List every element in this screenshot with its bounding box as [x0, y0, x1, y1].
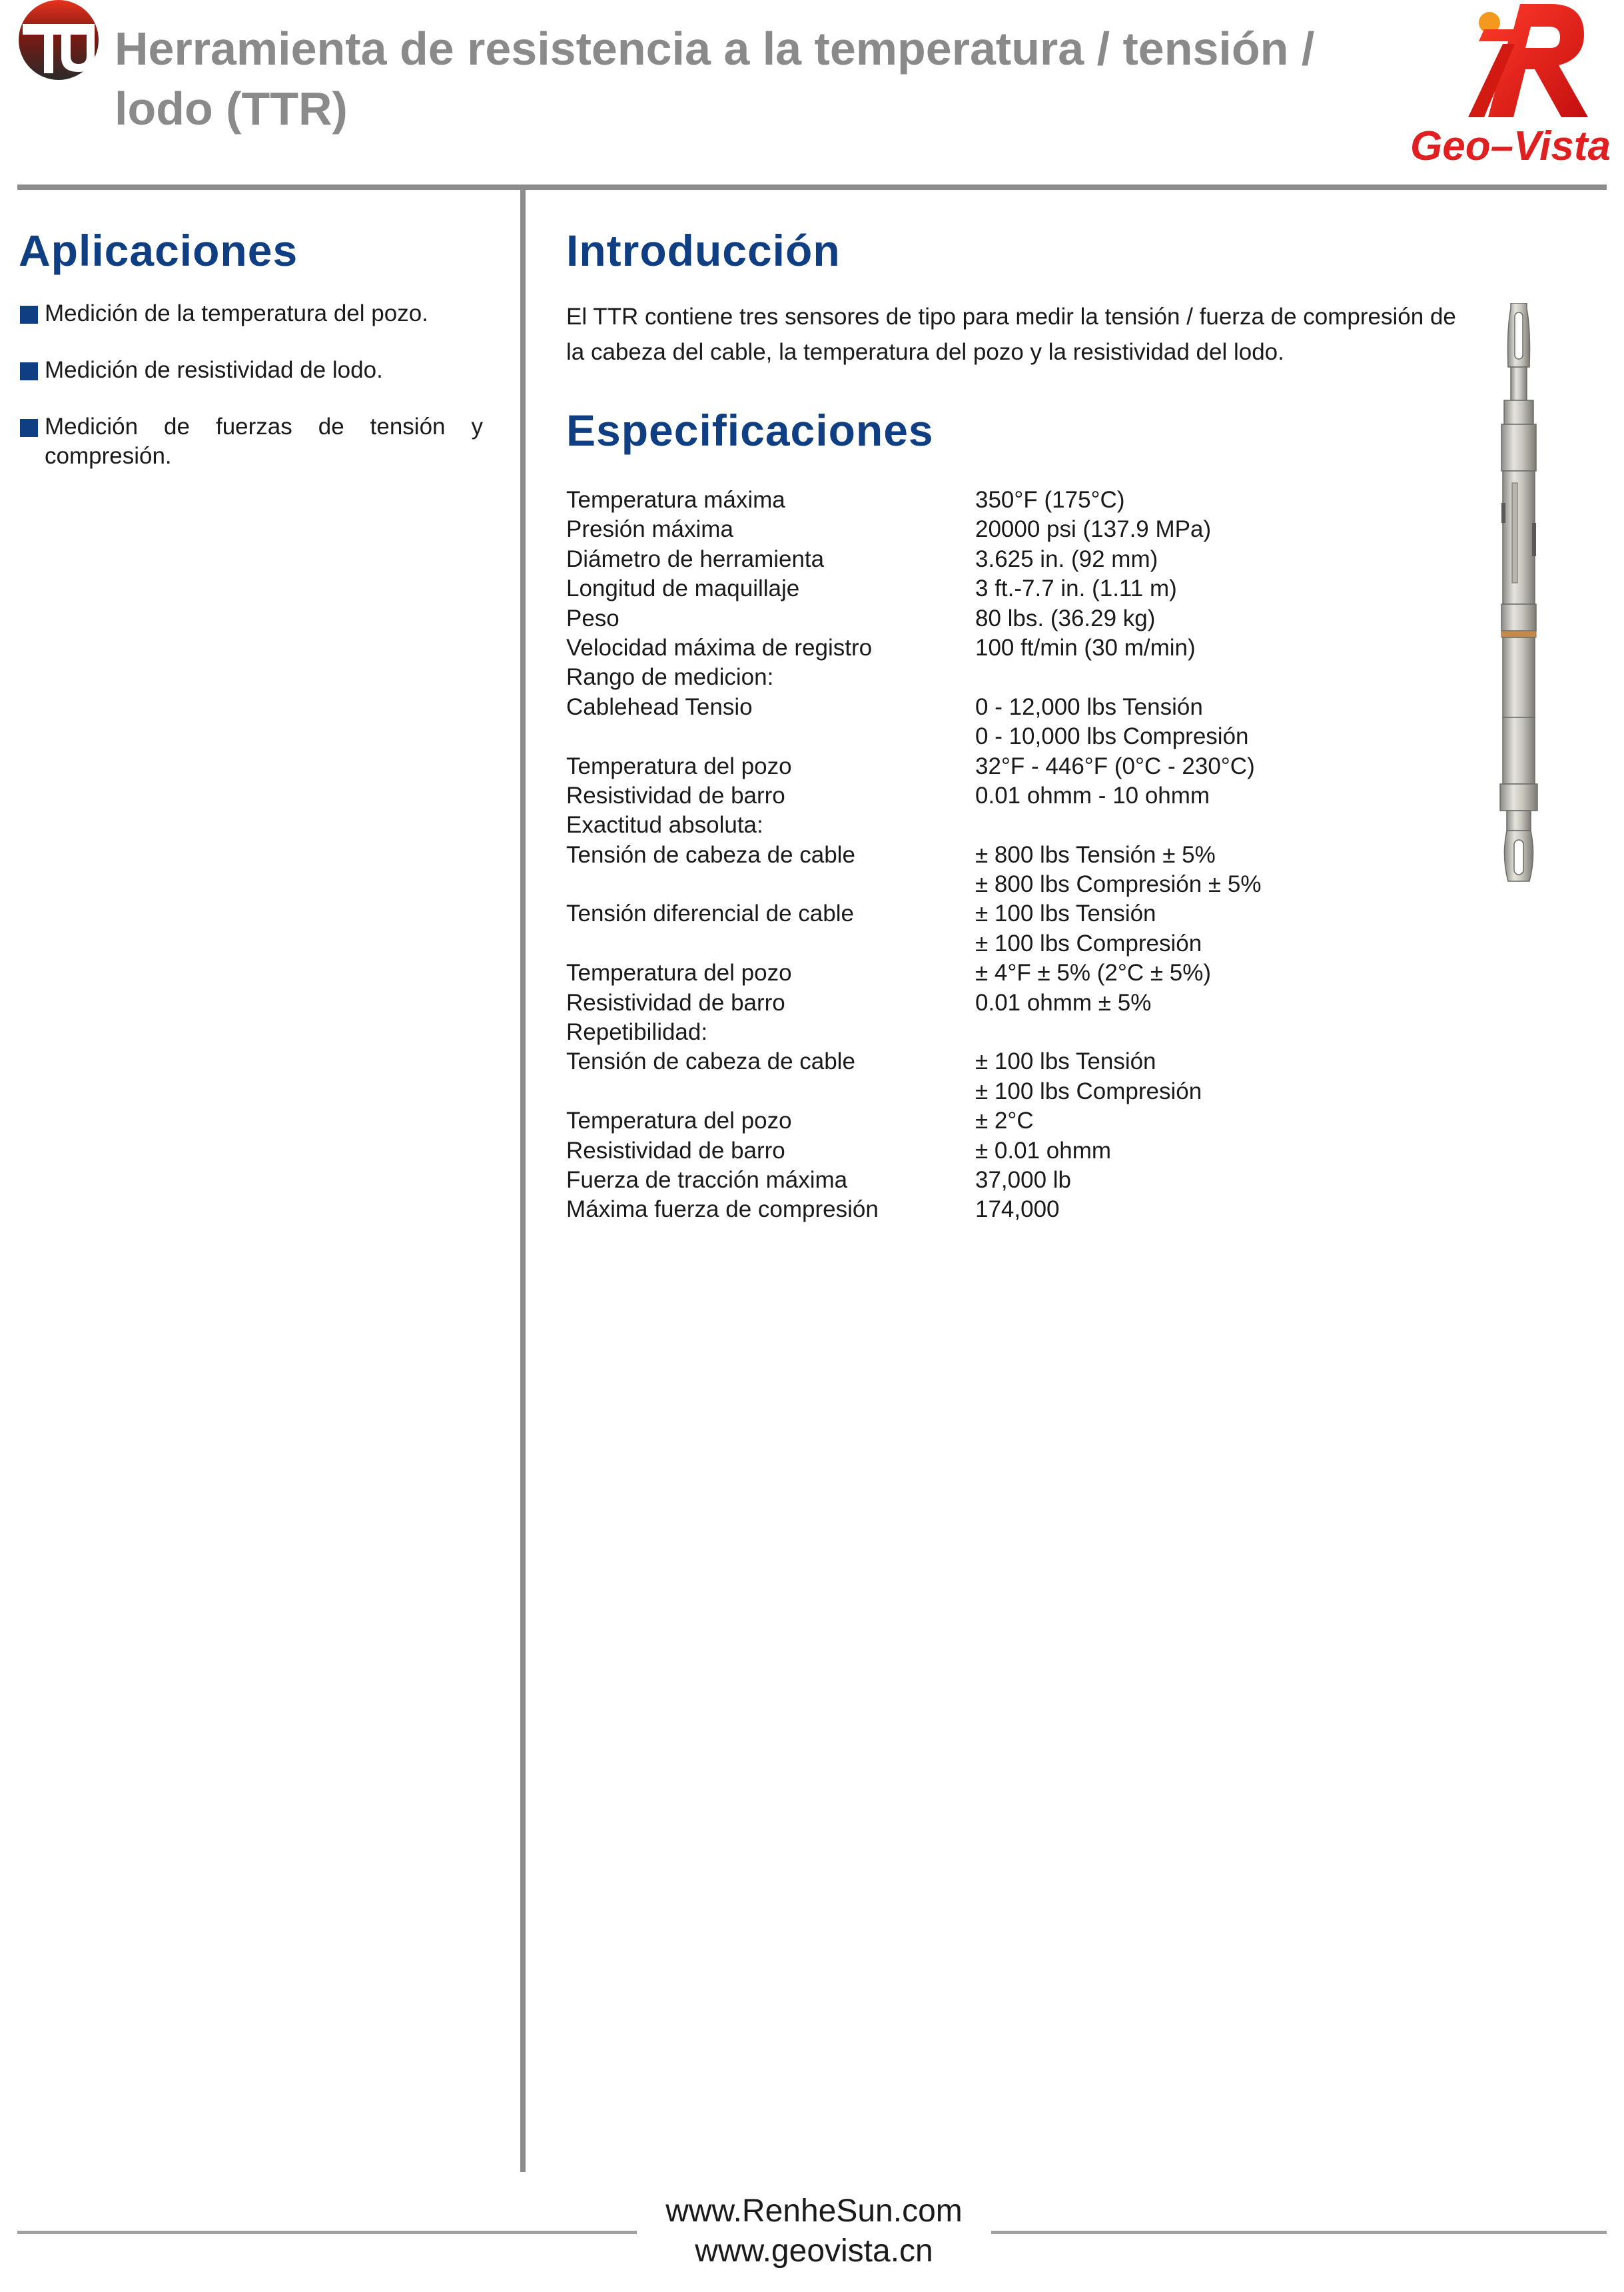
spec-label: Diámetro de herramienta	[566, 546, 825, 572]
spec-label: Fuerza de tracción máxima	[566, 1166, 848, 1193]
spec-row	[566, 1018, 1366, 1047]
spec-row	[566, 545, 1366, 574]
spec-value: 0 - 12,000 lbs Tensión	[975, 693, 1203, 720]
spec-value: ± 800 lbs Tensión ± 5%	[975, 841, 1216, 868]
spec-row	[566, 841, 1366, 870]
column-divider	[520, 190, 526, 2172]
spec-label: Temperatura del pozo	[566, 960, 792, 986]
specifications-table	[566, 486, 1366, 1225]
application-item	[20, 356, 483, 385]
spec-label: Resistividad de barro	[566, 989, 785, 1016]
bullet-square-icon	[20, 306, 38, 324]
spec-value: ± 800 lbs Compresión ± 5%	[975, 871, 1262, 898]
spec-label: Velocidad máxima de registro	[566, 634, 873, 661]
spec-value: 37,000 lb	[975, 1166, 1072, 1193]
spec-row	[566, 1077, 1366, 1106]
spec-value: 3.625 in. (92 mm)	[975, 546, 1158, 572]
spec-row	[566, 1166, 1366, 1195]
spec-value: ± 100 lbs Compresión	[975, 930, 1202, 956]
spec-label: Máxima fuerza de compresión	[566, 1196, 879, 1223]
spec-label: Longitud de maquillaje	[566, 575, 800, 602]
bullet-square-icon	[20, 362, 38, 380]
spec-label: Temperatura del pozo	[566, 753, 792, 779]
spec-label: Temperatura máxima	[566, 487, 785, 513]
spec-row	[566, 988, 1366, 1018]
spec-value: ± 4°F ± 5% (2°C ± 5%)	[975, 960, 1212, 986]
spec-row	[566, 574, 1366, 603]
ttr-tool-image-icon	[1492, 303, 1545, 886]
spec-label: Presión máxima	[566, 516, 733, 543]
spec-label: Repetibilidad:	[566, 1019, 708, 1046]
spec-label: Tensión de cabeza de cable	[566, 1048, 855, 1075]
bullet-square-icon	[20, 419, 38, 437]
footer-divider-right	[991, 2231, 1607, 2234]
spec-value: 20000 psi (137.9 MPa)	[975, 516, 1212, 543]
spec-row	[566, 870, 1366, 899]
spec-row	[566, 1106, 1366, 1136]
spec-row	[566, 1136, 1366, 1166]
applications-heading: Aplicaciones	[19, 226, 298, 275]
spec-value: 32°F - 446°F (0°C - 230°C)	[975, 753, 1255, 779]
geo-vista-logo-text: Geo–Vista	[1410, 123, 1611, 167]
spec-value: ± 100 lbs Compresión	[975, 1078, 1202, 1104]
spec-label: Cablehead Tensio	[566, 693, 753, 720]
spec-row	[566, 958, 1366, 988]
header-divider	[17, 185, 1607, 190]
spec-value: 174,000	[975, 1196, 1060, 1223]
spec-label: Rango de medicion:	[566, 664, 774, 691]
spec-row	[566, 604, 1366, 633]
spec-label: Tensión de cabeza de cable	[566, 841, 855, 868]
geo-vista-logo-icon	[1351, 0, 1617, 167]
spec-label: Resistividad de barro	[566, 1137, 785, 1164]
spec-row	[566, 663, 1366, 692]
spec-row	[566, 722, 1366, 751]
spec-value: 350°F (175°C)	[975, 487, 1125, 513]
spec-label: Temperatura del pozo	[566, 1108, 792, 1134]
spec-value: 3 ft.-7.7 in. (1.11 m)	[975, 575, 1177, 602]
spec-row	[566, 633, 1366, 663]
spec-row	[566, 1047, 1366, 1076]
spec-value: 0.01 ohmm - 10 ohmm	[975, 782, 1210, 809]
footer-link-renhesun[interactable]: www.RenheSun.com	[665, 2193, 963, 2229]
application-item-text: Medición de fuerzas de tensión y compresión.	[45, 414, 483, 469]
application-item	[20, 299, 483, 328]
spec-label: Resistividad de barro	[566, 782, 785, 809]
spec-row	[566, 486, 1366, 515]
spec-row	[566, 1195, 1366, 1224]
spec-row	[566, 752, 1366, 781]
spec-value: 0.01 ohmm ± 5%	[975, 989, 1152, 1016]
spec-value: ± 2°C	[975, 1108, 1034, 1134]
spec-value: 0 - 10,000 lbs Compresión	[975, 723, 1249, 750]
spec-value: ± 100 lbs Tensión	[975, 901, 1156, 927]
spec-value: 80 lbs. (36.29 kg)	[975, 605, 1156, 631]
spec-row	[566, 929, 1366, 958]
application-item-text: Medición de la temperatura del pozo.	[45, 300, 428, 326]
introduction-heading: Introducción	[566, 226, 841, 275]
application-item	[20, 412, 483, 471]
spec-value: ± 0.01 ohmm	[975, 1137, 1112, 1164]
spec-row	[566, 693, 1366, 722]
spec-value: ± 100 lbs Tensión	[975, 1048, 1156, 1075]
application-item-text: Medición de resistividad de lodo.	[45, 357, 383, 383]
page-title: Herramienta de resistencia a la temperatura / tensión / lodo (TTR)	[115, 23, 1315, 135]
footer-link-geovista[interactable]: www.geovista.cn	[695, 2233, 933, 2269]
specifications-heading: Especificaciones	[566, 406, 934, 455]
spec-row	[566, 515, 1366, 544]
spec-row	[566, 899, 1366, 929]
spec-value: 100 ft/min (30 m/min)	[975, 634, 1196, 661]
spec-row	[566, 811, 1366, 840]
spec-label: Tensión diferencial de cable	[566, 901, 854, 927]
company-logo-icon	[17, 0, 100, 83]
footer-divider-left	[17, 2231, 637, 2234]
introduction-text: El TTR contiene tres sensores de tipo para medir la tensión / fuerza de compresión de la cabeza del cable, la temperatura del pozo y la resistividad del lodo.	[566, 304, 1456, 365]
spec-row	[566, 781, 1366, 811]
spec-label: Exactitud absoluta:	[566, 812, 763, 839]
spec-label: Peso	[566, 605, 619, 631]
